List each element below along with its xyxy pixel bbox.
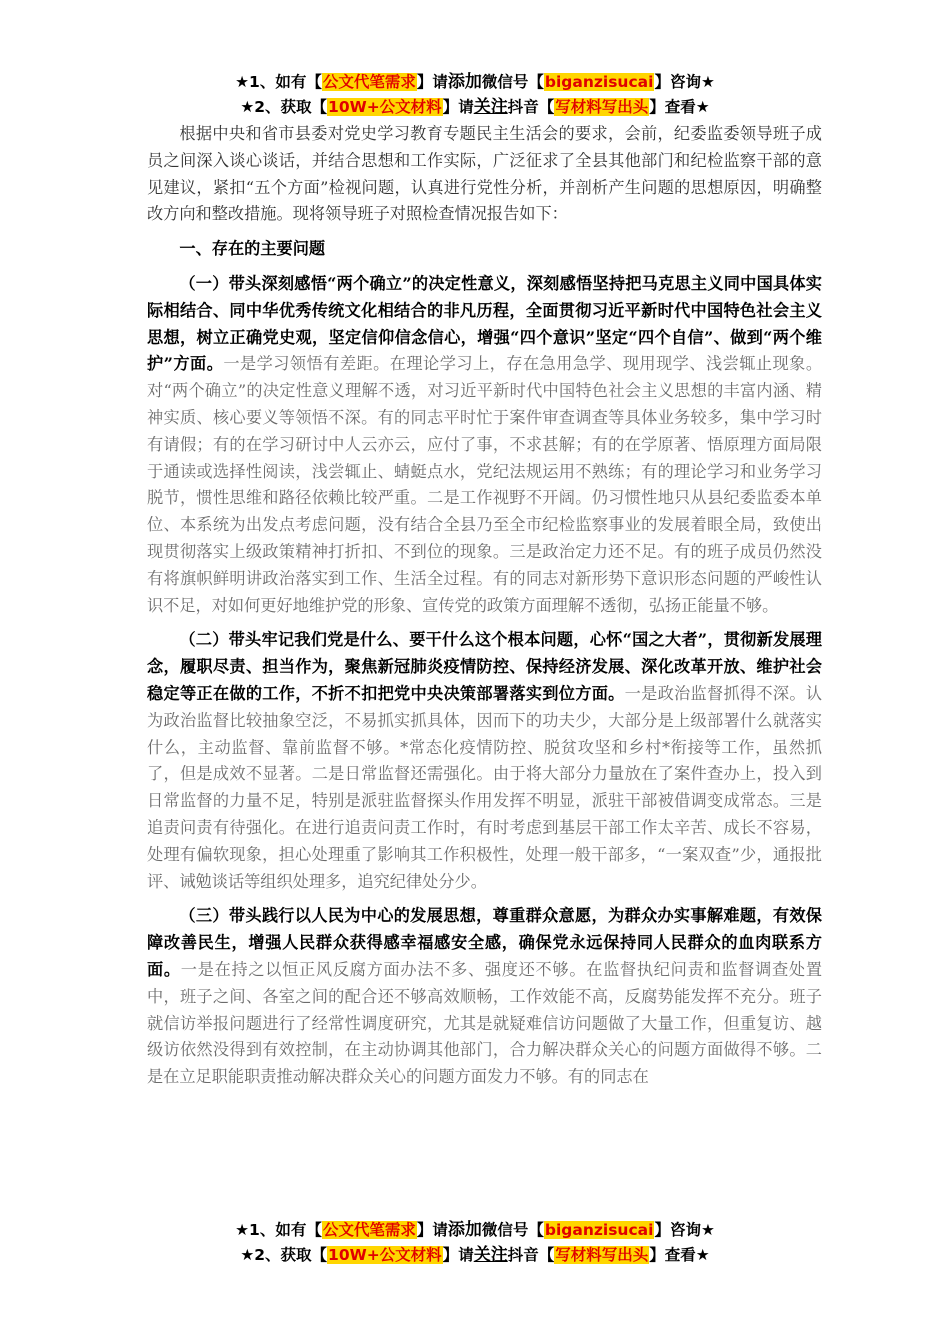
banner-highlight: 10W+公文材料 [328, 98, 442, 116]
banner-text: 】请 [442, 1246, 474, 1264]
paragraph-2-title: （二）带头牢记我们党是什么、要干什么这个根本问题，心怀“国之大者”，贯彻新发展理念，履职尽责、担当作为，聚焦新冠肺炎疫情防控、保持经济发展、深化改革开放、维护社会稳定等正在做的工作，不折不扣把党中央决策部署落实到位方面。 [147, 630, 822, 703]
banner-emphasis: 添加 [447, 72, 482, 92]
paragraph-1 [147, 271, 822, 619]
banner-highlight: 公文代笔需求 [322, 1221, 416, 1239]
paragraph-1-text: 一是学习领悟有差距。在理论学习上，存在急用急学、现用现学、浅尝辄止现象。对“两个确立”的决定性意义理解不透，对习近平新时代中国特色社会主义思想的丰富内涵、精神实质、核心要义等领悟不深。有的同志平时忙于案件审查调查等具体业务较多，集中学习时有请假；有的在学习研讨中人云亦云，应付了事，不求甚解；有的在学原著、悟原理方面局限于通读或选择性阅读，浅尝辄止、蜻蜓点水，党纪法规运用不熟练；有的理论学习和业务学习脱节，惯性思维和路径依赖比较严重。二是工作视野不开阔。仍习惯性地只从县纪委监委本单位、本系统为出发点考虑问题，没有结合全县乃至全市纪检监察事业的发展着眼全局，致使出现贯彻落实上级政策精神打折扣、不到位的现象。三是政治定力还不足。有的班子成员仍然没有将旗帜鲜明讲政治落实到工作、生活全过程。有的同志对新形势下意识形态问题的严峻性认识不足，对如何更好地维护党的形象、宣传党的政策方面理解不透彻，弘扬正能量不够。 [147, 354, 823, 615]
banner-text: 】咨询★ [654, 73, 715, 91]
paragraph-3-title: （三）带头践行以人民为中心的发展思想，尊重群众意愿，为群众办实事解难题，有效保障改善民生，增强人民群众获得感幸福感安全感，确保党永远保持同人民群众的血肉联系方面。 [147, 906, 822, 979]
banner-text: 】请 [442, 98, 474, 116]
banner-highlight: 10W+公文材料 [328, 1246, 442, 1264]
paragraph-3 [147, 903, 822, 1091]
paragraph-3-text: 一是在持之以恒正风反腐方面办法不多、强度还不够。在监督执纪问责和监督调查处置中，班子之间、各室之间的配合还不够高效顺畅，工作效能不高，反腐势能发挥不充分。班子就信访举报问题进行了经常性调度研究，尤其是就疑难信访问题做了大量工作，但重复访、越级访依然没得到有效控制，在主动协调其他部门，合力解决群众关心的问题方面做得不够。二是在立足职能职责推动解决群众关心的问题方面发力不够。有的同志在 [147, 959, 823, 1087]
banner-text: 微信号【 [481, 1221, 544, 1239]
banner-emphasis: 添加 [447, 1220, 482, 1240]
top-banner-line-1 [0, 70, 950, 94]
banner-text: 】请 [416, 73, 448, 91]
banner-highlight: biganzisucai [544, 1221, 654, 1239]
banner-text: ★2、获取【 [240, 98, 328, 116]
paragraph-2 [147, 627, 822, 895]
banner-text: 】查看★ [649, 1246, 710, 1264]
banner-text: ★2、获取【 [240, 1246, 328, 1264]
banner-highlight: 写材料写出头 [555, 98, 649, 116]
banner-text: 】请 [416, 1221, 448, 1239]
banner-text: 】咨询★ [654, 1221, 715, 1239]
banner-emphasis: 关注 [473, 1245, 508, 1265]
bottom-banner-line-1 [0, 1218, 950, 1242]
document-body [147, 121, 822, 1091]
banner-highlight: 公文代笔需求 [322, 73, 416, 91]
banner-text: ★1、如有【 [235, 1221, 322, 1239]
bottom-banner-line-2 [0, 1243, 950, 1267]
banner-text: 抖音【 [507, 1246, 555, 1264]
banner-text: 微信号【 [481, 73, 544, 91]
paragraph-2-text: 一是政治监督抓得不深。认为政治监督比较抽象空泛，不易抓实抓具体，因而下的功夫少，大部分是上级部署什么就落实什么，主动监督、靠前监督不够。*常态化疫情防控、脱贫攻坚和乡村*衔接等工作，虽然抓了，但是成效不显著。二是日常监督还需强化。由于将大部分力量放在了案件查办上，投入到日常监督的力量不足，特别是派驻监督探头作用发挥不明显，派驻干部被借调变成常态。三是追责问责有待强化。在进行追责问责工作时，有时考虑到基层干部工作太辛苦、成长不容易，处理有偏软现象，担心处理重了影响其工作积极性，处理一般干部多，“一案双查”少，通报批评、诫勉谈话等组织处理多，追究纪律处分少。 [147, 683, 823, 891]
paragraph-1-title: （一）带头深刻感悟“两个确立”的决定性意义，深刻感悟坚持把马克思主义同中国具体实际相结合、同中华优秀传统文化相结合的非凡历程，全面贯彻习近平新时代中国特色社会主义思想，树立正确党史观，坚定信仰信念信心，增强“四个意识”坚定“四个自信”、做到“两个维护”方面。 [147, 273, 822, 374]
banner-highlight: 写材料写出头 [555, 1246, 649, 1264]
intro-paragraph: 根据中央和省市县委对党史学习教育专题民主生活会的要求，会前，纪委监委领导班子成员之间深入谈心谈话，并结合思想和工作实际，广泛征求了全县其他部门和纪检监察干部的意见建议，紧扣“五个方面”检视问题，认真进行党性分析，并剖析产生问题的思想原因，明确整改方向和整改措施。现将领导班子对照检查情况报告如下： [147, 124, 822, 224]
banner-emphasis: 关注 [473, 97, 508, 117]
banner-text: ★1、如有【 [235, 73, 322, 91]
banner-text: 抖音【 [507, 98, 555, 116]
banner-text: 】查看★ [649, 98, 710, 116]
top-banner-line-2 [0, 95, 950, 119]
section-heading: 一、存在的主要问题 [179, 239, 326, 259]
banner-highlight: biganzisucai [544, 73, 654, 91]
